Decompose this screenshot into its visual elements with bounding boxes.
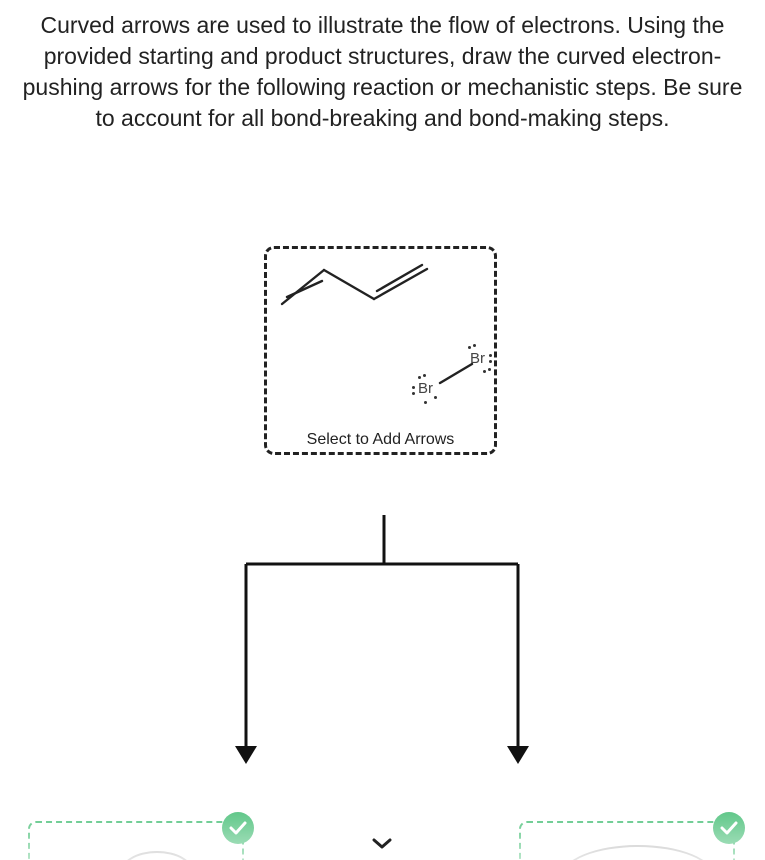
check-icon xyxy=(229,821,247,835)
add-arrows-prompt: Select to Add Arrows xyxy=(306,431,455,448)
atom-br-top[interactable]: Br xyxy=(470,350,485,367)
check-icon xyxy=(720,821,738,835)
product-structure-partial xyxy=(120,851,194,860)
chevron-down-icon[interactable] xyxy=(369,835,395,853)
product-right-complete-badge xyxy=(713,812,745,844)
product-card-left[interactable] xyxy=(28,821,244,860)
atom-br-bottom[interactable]: Br xyxy=(418,380,433,397)
product-left-complete-badge xyxy=(222,812,254,844)
arrowhead-left xyxy=(235,746,257,764)
arrowhead-right xyxy=(507,746,529,764)
product-card-right[interactable] xyxy=(519,821,735,860)
question-instructions: Curved arrows are used to illustrate the flow of electrons. Using the provided starting and product structures, draw the curved electron-pushing arrows for the following reaction or mechanistic steps. Be sure to account for all bond-breaking and bond-making steps. xyxy=(22,12,743,131)
product-structure-partial xyxy=(561,845,715,860)
